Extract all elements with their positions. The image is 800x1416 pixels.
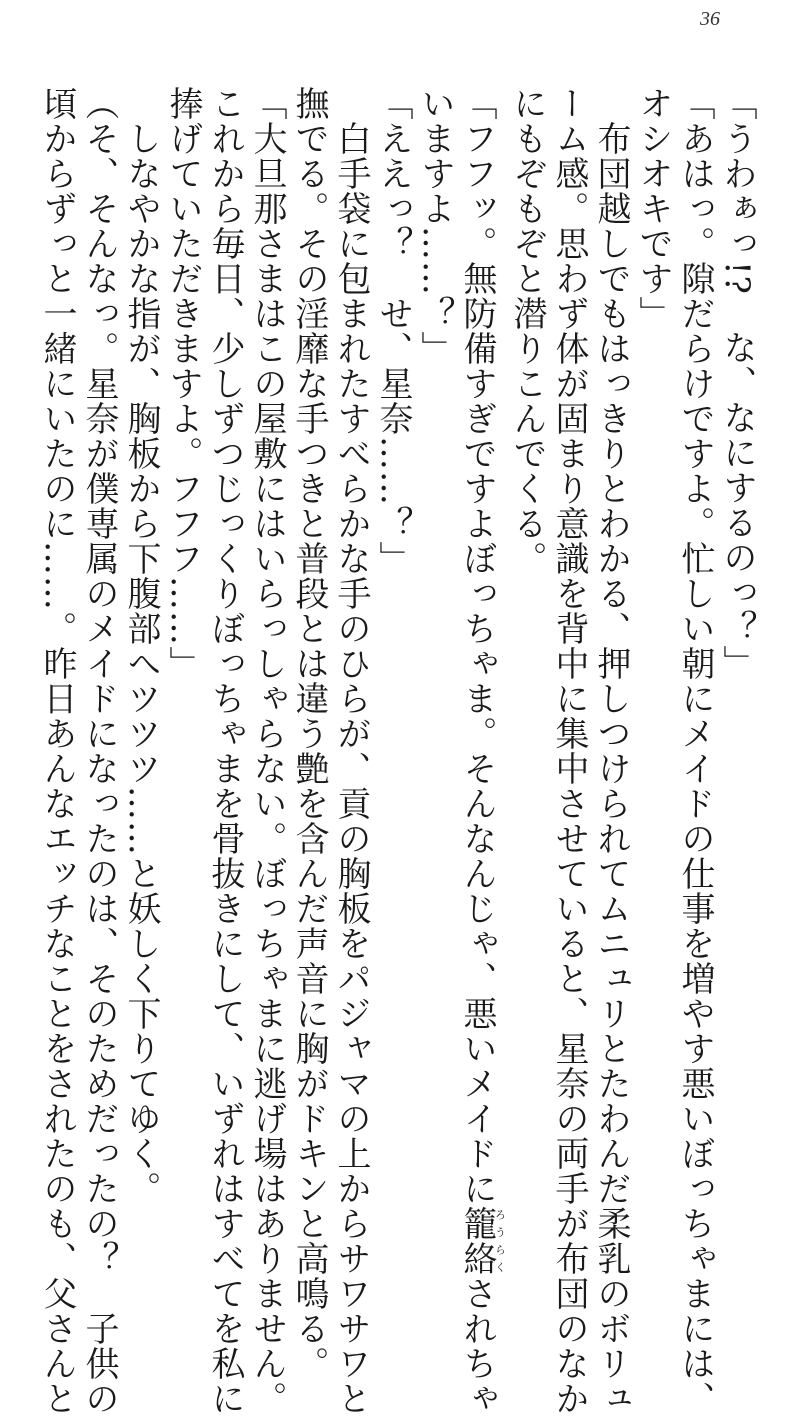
- vertical-text-block: [37, 86, 758, 1416]
- text-line-14: 捧げていただきますよ。フフフ……」: [163, 86, 203, 681]
- text-line-5: ーム感。思わず体が固まり意識を背中に集中させていると、星奈の両手が布団のなか: [549, 86, 589, 1416]
- text-line-13: これから毎日、少しずつじっくりぼっちゃまを骨抜きにして、いずれはすべてを私に: [205, 86, 245, 1416]
- text-line-6: にもぞもぞと潜りこんでくる。: [507, 86, 547, 576]
- text-line-11: 撫でる。その淫靡な手つきと普段とは違う艶を含んだ声音に胸がドキンと高鳴る。: [289, 86, 329, 1381]
- page-number: 36: [700, 8, 720, 30]
- ruby-reading: ろうらく: [493, 1206, 507, 1276]
- ruby-annotation: 籠絡ろうらく: [457, 1206, 507, 1276]
- text-line-10: 白手袋に包まれたすべらかな手のひらが、貢の胸板をパジャマの上からサワサワと: [331, 86, 371, 1416]
- text-line-7: 「フフッ。無防備すぎですよぼっちゃま。そんなんじゃ、悪いメイドに籠絡ろうらくされちゃ: [457, 86, 507, 1416]
- text-line-2: 「あはっ。隙だらけですよ。忙しい朝にメイドの仕事を増やす悪いぼっちゃまには、: [675, 86, 715, 1416]
- text-line-12: 「大旦那さまはこの屋敷にはいらっしゃらない。ぼっちゃまに逃げ場はありません。: [247, 86, 287, 1416]
- text-line-15: しなやかな指が、胸板から下腹部へツツツ……と妖しく下りてゆく。: [121, 86, 161, 1206]
- text-line-16: （そ、そんなっ。星奈が僕専属のメイドになったのは、そのためだったの？ 子供の: [79, 86, 119, 1416]
- text-line-4: 布団越しでもはっきりとわかる、押しつけられてムニュリとたわんだ柔乳のボリュ: [591, 86, 631, 1416]
- text-line-3: オシオキです」: [633, 86, 673, 331]
- text-line-1: 「うわぁっ!? な、なにするのっ？」: [717, 86, 757, 680]
- text-line-17: 頃からずっと一緒にいたのに……。昨日あんなエッチなことをされたのも、父さんと: [37, 86, 77, 1416]
- text-line-9: 「ええっ？ せ、星奈……？」: [373, 86, 413, 576]
- text-line-8: いますよ……？」: [415, 86, 455, 366]
